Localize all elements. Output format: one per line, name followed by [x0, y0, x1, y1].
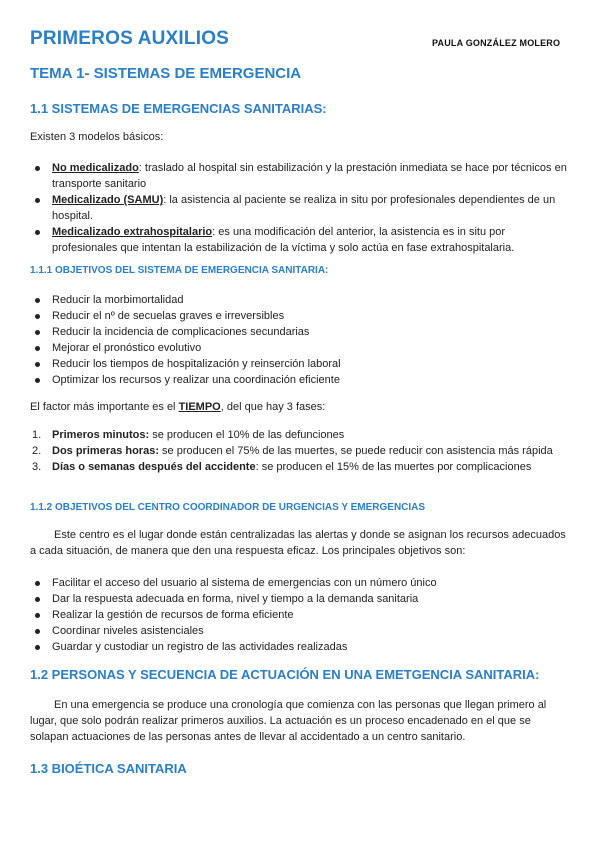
objective-text: Reducir los tiempos de hospitalización y reinserción laboral: [52, 358, 341, 370]
objective-text: Reducir la incidencia de complicaciones secundarias: [52, 326, 310, 338]
section-1-1-2-paragraph: Este centro es el lugar donde están centralizadas las alertas y donde se asignan los recursos adecuados a cada situación, de manera que den una respuesta eficaz. Los principales objetivos son:: [30, 529, 566, 557]
document-title: PRIMEROS AUXILIOS: [30, 28, 230, 49]
model-text: : es una modificación del anterior, la asistencia es in situ por profesionales que intentan la estabilización de la víctima y solo actúa en fase extrahospitalaria.: [52, 226, 515, 254]
list-item: [30, 607, 570, 623]
objective-text: Realizar la gestión de recursos de forma eficiente: [52, 609, 294, 621]
time-factor-paragraph: [30, 399, 570, 415]
objective-text: Coordinar niveles asistenciales: [52, 625, 204, 637]
bullet-icon: [35, 298, 40, 303]
phase-number: 2.: [32, 445, 42, 457]
bullet-icon: [35, 230, 40, 235]
list-item: [30, 308, 570, 324]
phase-text: : se producen el 15% de las muertes por complicaciones: [255, 461, 532, 473]
section-1-2-paragraph: En una emergencia se produce una cronología que comienza con las personas que llegan primero al lugar, que solo podrán realizar primeros auxilios. La actuación es un proceso encadenado en el que se solapan actuaciones de las personas antes de llevar al accidentado a un centro sanitario.: [30, 699, 547, 743]
bullet-icon: [35, 581, 40, 586]
section-1-1-intro: Existen 3 modelos básicos:: [30, 131, 164, 143]
section-1-1-heading: 1.1 SISTEMAS DE EMERGENCIAS SANITARIAS:: [30, 101, 327, 116]
factor-term: TIEMPO: [178, 401, 221, 413]
phase-text: se producen el 10% de las defunciones: [149, 429, 345, 441]
section-1-1-1-heading: 1.1.1 OBJETIVOS DEL SISTEMA DE EMERGENCIA SANITARIA:: [30, 265, 329, 276]
objectives-list: [30, 292, 570, 388]
list-item: [30, 575, 570, 591]
tema-heading: TEMA 1- SISTEMAS DE EMERGENCIA: [30, 65, 302, 82]
phase-term: Primeros minutos:: [52, 429, 150, 441]
objective-text: Reducir el nº de secuelas graves e irreversibles: [52, 310, 285, 322]
phase-term: Dos primeras horas:: [52, 445, 159, 457]
factor-text-after: , del que hay 3 fases:: [220, 401, 326, 413]
bullet-icon: [35, 198, 40, 203]
objective-text: Facilitar el acceso del usuario al sistema de emergencias con un número único: [52, 577, 437, 589]
section-1-2-heading: 1.2 PERSONAS Y SECUENCIA DE ACTUACIÓN EN UNA EMETGENCIA SANITARIA:: [30, 667, 540, 682]
bullet-icon: [35, 629, 40, 634]
list-item: [30, 639, 570, 655]
bullet-icon: [35, 166, 40, 171]
phases-list: [30, 427, 570, 475]
list-item: [30, 443, 570, 459]
coordinator-objectives-list: [30, 575, 570, 655]
model-term: Medicalizado (SAMU): [52, 194, 164, 206]
factor-text-before: El factor más importante es el: [30, 401, 179, 413]
model-term: Medicalizado extrahospitalario: [52, 226, 213, 238]
bullet-icon: [35, 314, 40, 319]
phase-number: 1.: [32, 429, 42, 441]
list-item: [30, 324, 570, 340]
models-list: [30, 160, 570, 256]
list-item: [30, 224, 570, 256]
section-1-3-heading: 1.3 BIOÉTICA SANITARIA: [30, 761, 187, 776]
bullet-icon: [35, 362, 40, 367]
author-name: PAULA GONZÁLEZ MOLERO: [432, 38, 561, 48]
list-item: [30, 160, 570, 192]
model-text: : la asistencia al paciente se realiza in situ por profesionales dependientes de un hospital.: [52, 194, 556, 222]
list-item: [30, 292, 570, 308]
phase-text: se producen el 75% de las muertes, se puede reducir con asistencia más rápida: [158, 445, 553, 457]
objective-text: Optimizar los recursos y realizar una coordinación eficiente: [52, 374, 340, 386]
bullet-icon: [35, 378, 40, 383]
bullet-icon: [35, 645, 40, 650]
list-item: [30, 356, 570, 372]
model-term: No medicalizado: [52, 162, 139, 174]
objective-text: Reducir la morbimortalidad: [52, 294, 184, 306]
list-item: [30, 623, 570, 639]
objective-text: Mejorar el pronóstico evolutivo: [52, 342, 202, 354]
list-item: [30, 427, 570, 443]
objective-text: Dar la respuesta adecuada en forma, nivel y tiempo a la demanda sanitaria: [52, 593, 419, 605]
list-item: [30, 591, 570, 607]
bullet-icon: [35, 597, 40, 602]
bullet-icon: [35, 613, 40, 618]
list-item: [30, 340, 570, 356]
model-text: : traslado al hospital sin estabilización y la prestación inmediata se hace por técnicos en transporte sanitario: [52, 162, 567, 190]
objective-text: Guardar y custodiar un registro de las actividades realizadas: [52, 641, 348, 653]
section-1-1-2-heading: 1.1.2 OBJETIVOS DEL CENTRO COORDINADOR DE URGENCIAS Y EMERGENCIAS: [30, 502, 426, 513]
list-item: [30, 459, 570, 475]
bullet-icon: [35, 346, 40, 351]
list-item: [30, 192, 570, 224]
phase-number: 3.: [32, 461, 42, 473]
list-item: [30, 372, 570, 388]
bullet-icon: [35, 330, 40, 335]
phase-term: Días o semanas después del accidente: [52, 461, 256, 473]
